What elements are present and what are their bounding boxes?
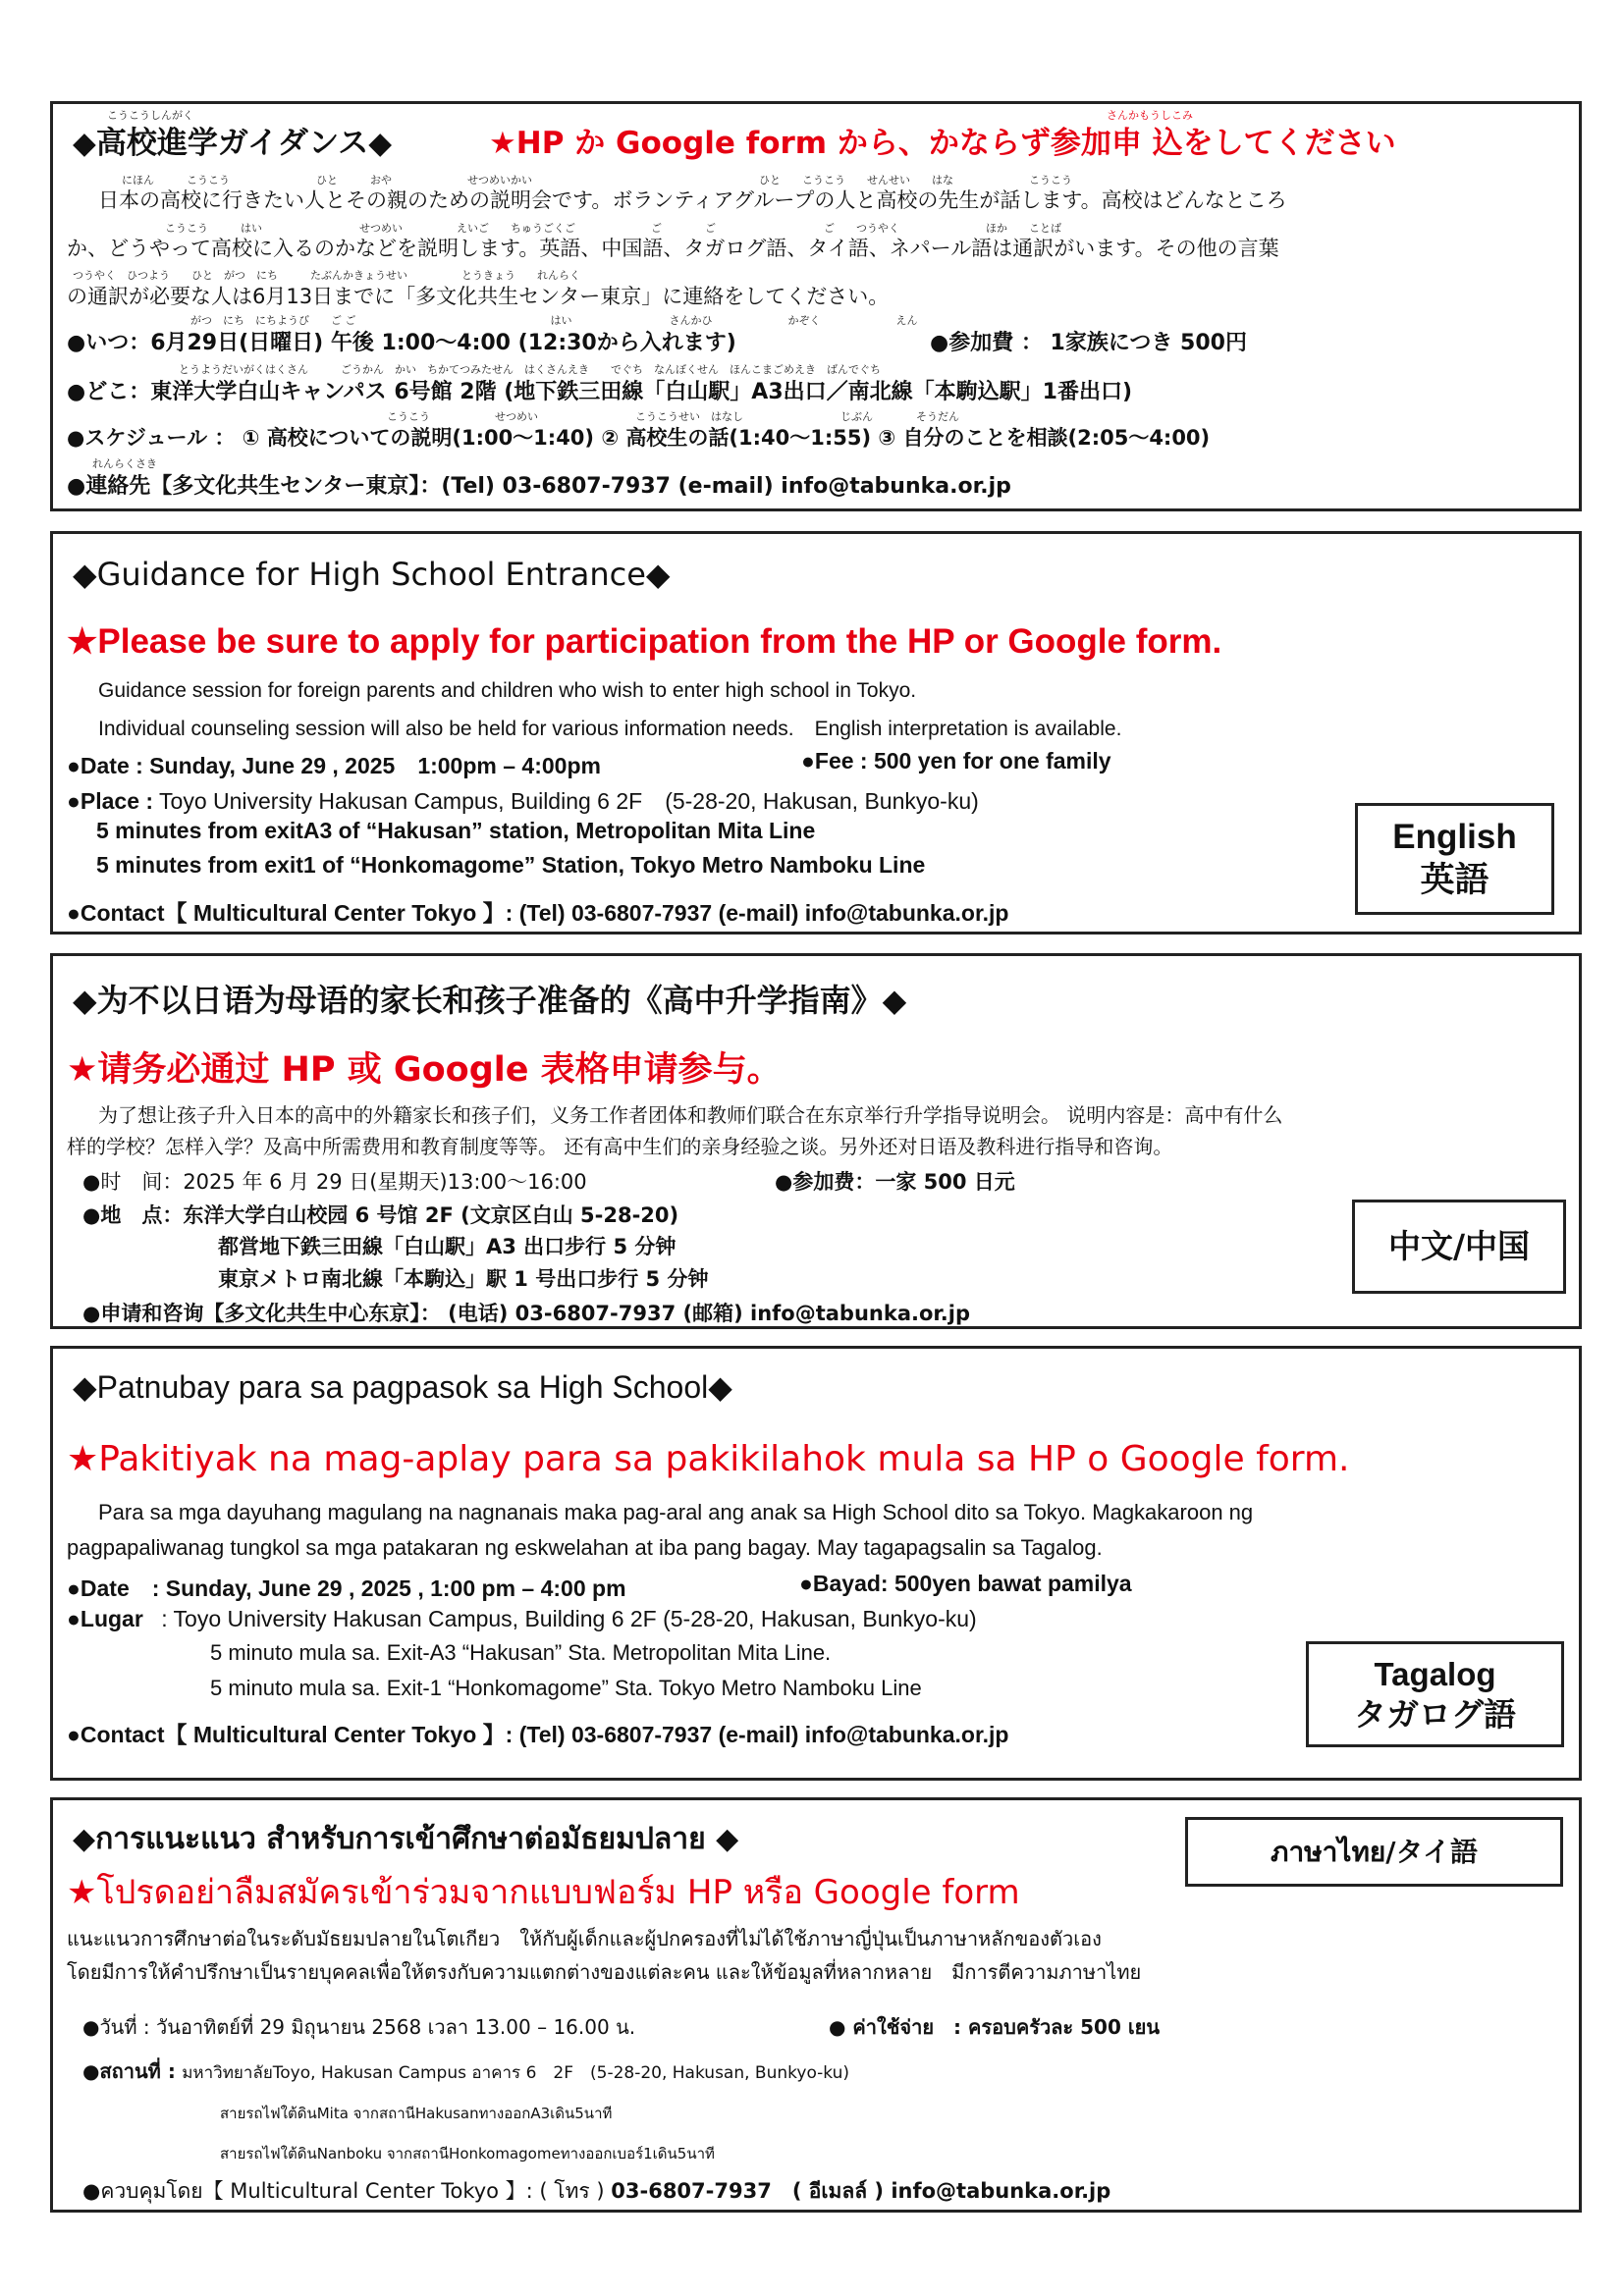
- place-line-en: ●Place : Toyo University Hakusan Campus, Building 6 2F (5-28-20, Hakusan, Bunkyo-ku): [67, 788, 979, 814]
- section-title-zh: ◆为不以日语为母语的家长和孩子准备的《高中升学指南》◆: [73, 982, 907, 1019]
- section-chinese: [50, 953, 1582, 1329]
- place-line-th: ●สถานที่ : มหาวิทยาลัยToyo, Hakusan Campus อาคาร 6 2F (5-28-20, Hakusan, Bunkyo-ku): [82, 2059, 850, 2083]
- place-line-ja: ●どこ：東洋大学白山キャンパス 6号館 2階 (地下鉄三田線「白山駅」A3出口／南北線「本駒込駅」1番出口): [67, 380, 1133, 404]
- ruby-title: こうこうしんがく: [107, 109, 193, 122]
- apply-notice-en: ★Please be sure to apply for participation from the HP or Google form.: [67, 622, 1222, 661]
- date-line-tl: ●Date : Sunday, June 29 , 2025 , 1:00 pm – 4:00 pm: [67, 1575, 626, 1601]
- date-line-ja: ●いつ：6月29日(日曜日) 午後 1:00〜4:00 (12:30から入れます): [67, 331, 736, 355]
- access-line-2-tl: 5 minuto mula sa. Exit-1 “Honkomagome” Sta. Tokyo Metro Namboku Line: [210, 1676, 922, 1700]
- access-line-1-en: 5 minutes from exitA3 of “Hakusan” station, Metropolitan Mita Line: [96, 818, 816, 843]
- apply-notice-zh: ★请务必通过 HP 或 Google 表格申请参与。: [67, 1050, 782, 1090]
- access-line-1-tl: 5 minuto mula sa. Exit-A3 “Hakusan” Sta. Metropolitan Mita Line.: [210, 1640, 832, 1665]
- section-title-th: ◆การแนะแนว สำหรับการเข้าศึกษาต่อมัธยมปลาย ◆: [73, 1822, 739, 1856]
- date-line-th: ●วันที่ : วันอาทิตย์ที่ 29 มิถุนายน 2568 เวลา 13.00 – 16.00 น.: [82, 2015, 636, 2039]
- intro-line-1-tl: Para sa mga dayuhang magulang na nagnanais maka pag-aral ang anak sa High School dito sa Tokyo. Magkakaroon ng: [98, 1500, 1254, 1524]
- fee-line-th: ● ค่าใช้จ่าย : ครอบครัวละ 500 เยน: [829, 2015, 1161, 2039]
- date-line-en: ●Date : Sunday, June 29 , 2025 1:00pm – 4:00pm: [67, 753, 601, 778]
- language-tag-chinese: 中文/中国: [1352, 1200, 1566, 1294]
- section-title-en: ◆Guidance for High School Entrance◆: [73, 556, 671, 593]
- fee-line-ja: ●参加費 ： 1家族につき 500円: [930, 331, 1247, 355]
- place-line-zh: ●地 点：东洋大学白山校园 6 号馆 2F (文京区白山 5-28-20): [82, 1203, 679, 1227]
- section-thai: [50, 1797, 1582, 2213]
- intro-line-2-tl: pagpapaliwanag tungkol sa mga patakaran ng eskwelahan at iba pang bagay. May tagapagsalin sa Tagalog.: [67, 1535, 1103, 1560]
- contact-line-tl: ●Contact【 Multicultural Center Tokyo 】: (Tel) 03-6807-7937 (e-mail) info@tabunka.or.jp: [67, 1722, 1009, 1747]
- contact-line-ja: ●連絡先【多文化共生センター東京】：(Tel) 03-6807-7937 (e-mail) info@tabunka.or.jp: [67, 474, 1011, 499]
- language-tag-thai: ภาษาไทย/タイ語: [1185, 1817, 1563, 1887]
- section-japanese: こうこうしんがく さんかもうしこみ ◆高校進学ガイダンス◆ ★HP か Google form から、かならず参加申 込をしてください にほん こうこう ひと おや せつめいかい ひと こうこう せんせい はな こうこう 日本の高校に行きたい人とその親のための説明会です。ボランティアグループの人と高校の先生が話します。高校はどんなところ こうこう はい せつめい えいご ちゅうごくご ご ご ご つうやく ほか ことば か、どうやって高校に入るのかなどを説明します。英語、中国語、タガログ語、タイ語、ネパール語は通訳がいます。その他の言葉 つうやく ひつよう ひと がつ にち たぶんかきょうせい とうきょう れんらく の通訳が必要な人は6月13日までに「多文化共生センター東京」に連絡をしてください。 がつ にち にちようび ご ご はい さんかひ かぞく えん ●いつ：6月29日(日曜日) 午後 1:00〜4:00 (12:30から入れます) ●参加費 ： 1家族につき 500円 とうようだいがくはくさん ごうかん かい ちかてつみたせん はくさんえき でぐち なんぼくせん ほんこまごめえき ばんでぐち ●どこ：東洋大学白山キャンパス 6号館 2階 (地下鉄三田線「白山駅」A3出口／南北線「本駒込駅」1番出口) こうこう せつめい こうこうせい はなし じぶん そうだん ●スケジュール ： ① 高校についての説明(1:00〜1:40) ② 高校生の話(1:40〜1:55) ③ 自分のことを相談(2:05〜4:00) れんらくさき ●連絡先【多文化共生センター東京】：(Tel) 03-6807-7937 (e-mail) info@tabunka.or.jp: [50, 101, 1582, 511]
- contact-line-zh: ●申请和咨询【多文化共生中心东京】： (电话) 03-6807-7937 (邮箱) info@tabunka.or.jp: [82, 1302, 970, 1325]
- intro-line-1-th: แนะแนวการศึกษาต่อในระดับมัธยมปลายในโตเกียว ให้กับผู้เด็กและผู้ปกครองที่ไม่ได้ใช้ภาษาญี่ปุ่นเป็นภาษาหลักของตัวเอง: [67, 1927, 1102, 1950]
- language-tag-english: English 英語: [1355, 803, 1554, 915]
- access-line-2-th: สายรถไฟใต้ดินNanboku จากสถานีHonkomagomeทางออกเบอร์1เดิน5นาที: [220, 2145, 715, 2163]
- schedule-line-ja: ●スケジュール ： ① 高校についての説明(1:00〜1:40) ② 高校生の話(1:40〜1:55) ③ 自分のことを相談(2:05〜4:00): [67, 426, 1211, 450]
- contact-line-th: ●ควบคุมโดย【 Multicultural Center Tokyo 】: ( โทร ) 03-6807-7937 ( อีเมลล์ ) info@tabunka.or.jp: [82, 2179, 1111, 2203]
- apply-notice-tl: ★Pakitiyak na mag-aplay para sa pakikilahok mula sa HP o Google form.: [67, 1439, 1350, 1479]
- fee-line-zh: ●参加费：一家 500 日元: [775, 1170, 1015, 1194]
- intro-line-2-th: โดยมีการให้คำปรึกษาเป็นรายบุคคลเพื่อให้ตรงกับความแตกต่างของแต่ละคน และให้ข้อมูลที่หลากหลาย มีการตีความภาษาไทย: [67, 1960, 1142, 1984]
- access-line-2-en: 5 minutes from exit1 of “Honkomagome” Station, Tokyo Metro Namboku Line: [96, 852, 926, 878]
- access-line-1-zh: 都営地下鉄三田線「白山駅」A3 出口步行 5 分钟: [218, 1235, 677, 1258]
- intro-line-2: か、どうやって高校に入るのかなどを説明します。英語、中国語、タガログ語、タイ語、ネパール語は通訳がいます。その他の言葉: [67, 237, 1279, 260]
- intro-line-1-en: Guidance session for foreign parents and children who wish to enter high school in Tokyo.: [98, 679, 917, 702]
- section-tagalog: [50, 1346, 1582, 1781]
- apply-notice-th: ★โปรดอย่าลืมสมัครเข้าร่วมจากแบบฟอร์ม HP หรือ Google form: [67, 1873, 1020, 1912]
- intro-line-3: の通訳が必要な人は6月13日までに「多文化共生センター東京」に連絡をしてください。: [67, 285, 890, 308]
- contact-line-en: ●Contact【 Multicultural Center Tokyo 】: (Tel) 03-6807-7937 (e-mail) info@tabunka.or.jp: [67, 900, 1009, 926]
- intro-line-1: 日本の高校に行きたい人とその親のための説明会です。ボランティアグループの人と高校の先生が話します。高校はどんなところ: [98, 188, 1287, 212]
- fee-line-tl: ●Bayad: 500yen bawat pamilya: [799, 1571, 1132, 1596]
- intro-line-2-en: Individual counseling session will also be held for various information needs. English interpretation is available.: [98, 718, 1122, 740]
- section-title-ja: ◆高校進学ガイダンス◆: [73, 126, 393, 161]
- place-line-tl: ●Lugar : Toyo University Hakusan Campus, Building 6 2F (5-28-20, Hakusan, Bunkyo-ku): [67, 1606, 977, 1631]
- language-tag-tagalog: Tagalog タガログ語: [1306, 1641, 1564, 1747]
- intro-line-2-zh: 样的学校？怎样入学？及高中所需费用和教育制度等等。 还有高中生们的亲身经验之谈。另外还对日语及教科进行指导和咨询。: [67, 1135, 1173, 1158]
- section-title-tl: ◆Patnubay para sa pagpasok sa High School◆: [73, 1369, 732, 1405]
- apply-notice-ja: ★HP か Google form から、かならず参加申 込をしてください: [489, 126, 1396, 161]
- ruby-apply: さんかもうしこみ: [1107, 109, 1193, 122]
- date-line-zh: ●时 间：2025 年 6 月 29 日(星期天)13:00〜16:00: [82, 1170, 587, 1194]
- fee-line-en: ●Fee : 500 yen for one family: [801, 748, 1111, 774]
- intro-line-1-zh: 为了想让孩子升入日本的高中的外籍家长和孩子们，义务工作者团体和教师们联合在东京举行升学指导说明会。 说明内容是：高中有什么: [98, 1103, 1283, 1127]
- section-english: [50, 531, 1582, 934]
- access-line-2-zh: 東京メトロ南北線「本駒込」駅 1 号出口步行 5 分钟: [218, 1267, 709, 1291]
- access-line-1-th: สายรถไฟใต้ดินMita จากสถานีHakusanทางออกA3เดิน5นาที: [220, 2105, 613, 2122]
